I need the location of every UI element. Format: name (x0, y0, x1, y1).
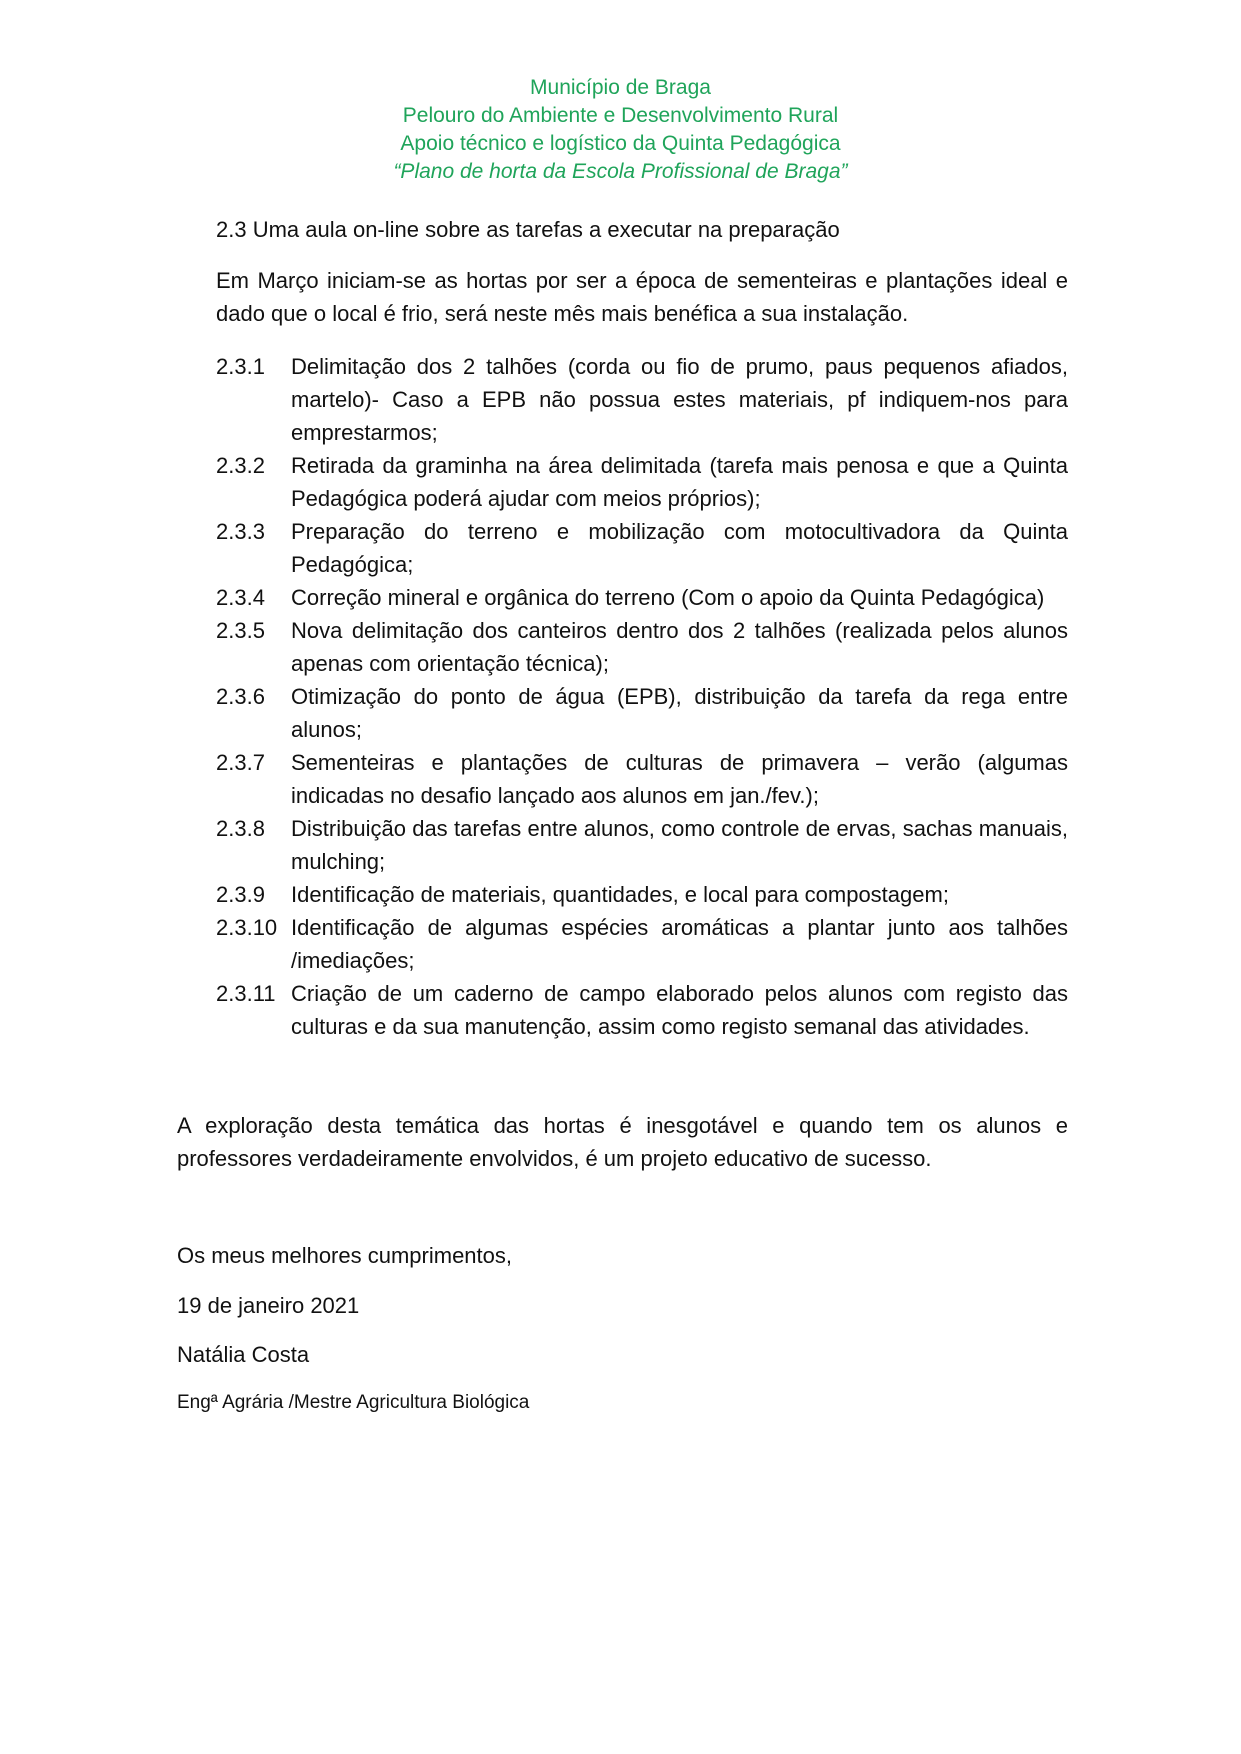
list-item (216, 449, 1068, 515)
header-municipality: Município de Braga (530, 76, 711, 99)
item-number: 2.3.4 (216, 585, 265, 610)
item-text: Delimitação dos 2 talhões (corda ou fio de prumo, paus pequenos afiados, martelo)- Caso a EPB não possua estes materiais, pf indiquem-nos para emprestarmos; (291, 354, 1068, 445)
item-number: 2.3.10 (216, 915, 278, 940)
list-item (216, 350, 1068, 449)
item-text: Distribuição das tarefas entre alunos, como controle de ervas, sachas manuais, mulching; (291, 816, 1068, 874)
list-item (216, 911, 1068, 977)
letterhead (0, 74, 1241, 186)
item-text: Criação de um caderno de campo elaborado pelos alunos com registo das culturas e da sua manutenção, assim como registo semanal das atividades. (291, 981, 1068, 1039)
list-item (216, 515, 1068, 581)
header-support: Apoio técnico e logístico da Quinta Pedagógica (400, 132, 841, 155)
item-number: 2.3.7 (216, 750, 265, 775)
item-text: Sementeiras e plantações de culturas de primavera – verão (algumas indicadas no desafio lançado aos alunos em jan./fev.); (291, 750, 1068, 808)
list-item (216, 746, 1068, 812)
item-number: 2.3.5 (216, 618, 265, 643)
list-item (216, 977, 1068, 1043)
item-text: Identificação de materiais, quantidades, e local para compostagem; (291, 882, 949, 907)
item-text: Retirada da graminha na área delimitada (tarefa mais penosa e que a Quinta Pedagógica poderá ajudar com meios próprios); (291, 453, 1068, 511)
list-item (216, 812, 1068, 878)
item-text: Correção mineral e orgânica do terreno (Com o apoio da Quinta Pedagógica) (291, 585, 1045, 610)
item-number: 2.3.8 (216, 816, 265, 841)
list-item (216, 581, 1068, 614)
item-text: Otimização do ponto de água (EPB), distribuição da tarefa da rega entre alunos; (291, 684, 1068, 742)
item-text: Nova delimitação dos canteiros dentro dos 2 talhões (realizada pelos alunos apenas com orientação técnica); (291, 618, 1068, 676)
item-number: 2.3.6 (216, 684, 265, 709)
intro-paragraph: Em Março iniciam-se as hortas por ser a época de sementeiras e plantações ideal e dado que o local é frio, será neste mês mais benéfica a sua instalação. (216, 268, 1068, 326)
item-number: 2.3.3 (216, 519, 265, 544)
item-text: Preparação do terreno e mobilização com motocultivadora da Quinta Pedagógica; (291, 519, 1068, 577)
item-number: 2.3.9 (216, 882, 265, 907)
task-list (216, 350, 1068, 1043)
item-number: 2.3.1 (216, 354, 265, 379)
regards-line: Os meus melhores cumprimentos, (177, 1243, 512, 1268)
header-department: Pelouro do Ambiente e Desenvolvimento Rural (402, 104, 839, 127)
signatory-name: Natália Costa (177, 1342, 310, 1367)
header-plan-title: “Plano de horta da Escola Profissional de Braga” (393, 160, 848, 183)
item-text: Identificação de algumas espécies aromáticas a plantar junto aos talhões /imediações; (291, 915, 1068, 973)
list-item (216, 878, 1068, 911)
signatory-role: Engª Agrária /Mestre Agricultura Biológica (177, 1392, 530, 1413)
item-number: 2.3.2 (216, 453, 265, 478)
list-item (216, 614, 1068, 680)
list-item (216, 680, 1068, 746)
closing-paragraph: A exploração desta temática das hortas é inesgotável e quando tem os alunos e professores verdadeiramente envolvidos, é um projeto educativo de sucesso. (177, 1113, 1068, 1171)
item-number: 2.3.11 (216, 981, 276, 1006)
letter-date: 19 de janeiro 2021 (177, 1293, 360, 1318)
section-title: 2.3 Uma aula on-line sobre as tarefas a executar na preparação (216, 217, 840, 242)
